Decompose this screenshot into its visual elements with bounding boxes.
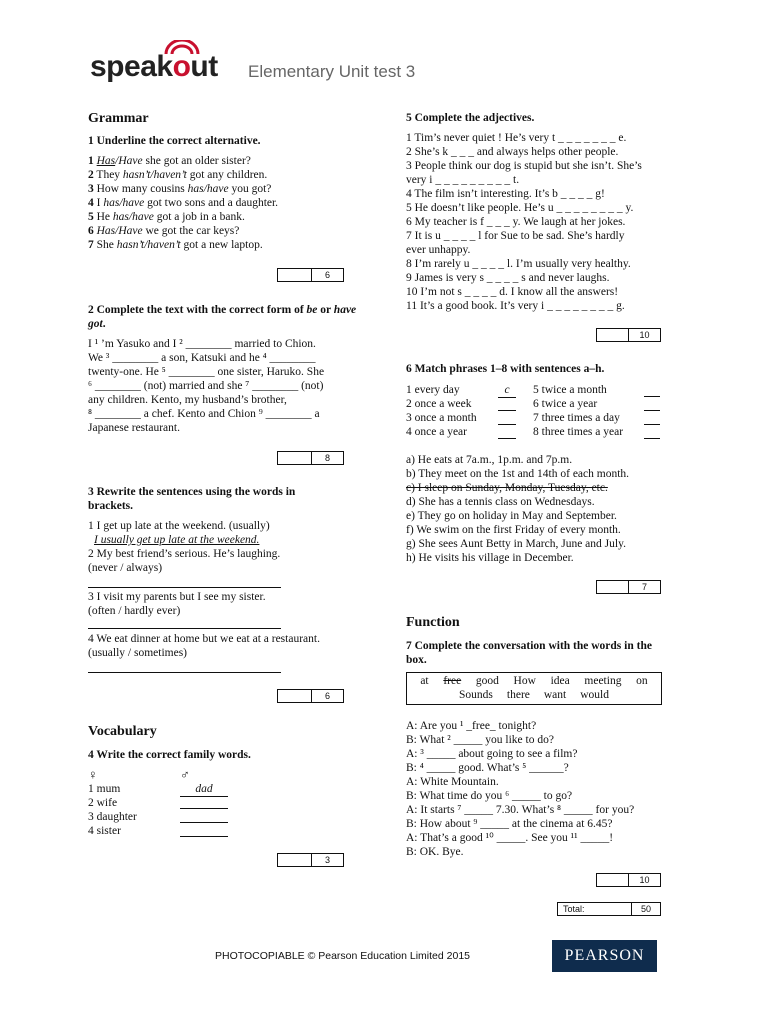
total-score-box[interactable] — [557, 902, 661, 916]
q6-sentence: g) She sees Aunt Betty in March, June and July. — [406, 538, 626, 550]
q5-line: 1 Tim’s never quiet ! He’s very t _ _ _ _ _ _ _ e. — [406, 132, 627, 144]
q3-line: (usually / sometimes) — [88, 647, 188, 659]
q2-score-box[interactable]: 8 — [277, 451, 344, 465]
q1-line: 4 I has/have got two sons and a daughter. — [88, 197, 279, 209]
q2-line: ⁶ ________ (not) married and she ⁷ ________ (not) — [88, 380, 324, 392]
q4-instruction: 4 Write the correct family words. — [88, 749, 251, 761]
dialogue-line: B: What time do you ⁶ _____ to go? — [406, 790, 573, 802]
q6-sentence: f) We swim on the first Friday of every month. — [406, 524, 621, 536]
box-word: on — [636, 675, 648, 687]
q2-line: Japanese restaurant. — [88, 422, 180, 434]
q5-line: 8 I’m rarely u _ _ _ _ l. I’m usually very healthy. — [406, 258, 631, 270]
q4-answer-line[interactable] — [180, 808, 228, 809]
q5-line: 5 He doesn’t like people. He’s u _ _ _ _ _ _ _ _ y. — [406, 202, 634, 214]
q6-sentence: a) He eats at 7a.m., 1p.m. and 7p.m. — [406, 454, 573, 466]
dialogue-line: B: How about ⁹ _____ at the cinema at 6.45? — [406, 818, 613, 830]
q5-line: ever unhappy. — [406, 244, 471, 256]
q6-phrase: 3 once a month — [406, 412, 477, 424]
q5-line: 2 She’s k _ _ _ and always helps other people. — [406, 146, 619, 158]
q5-score-box[interactable]: 10 — [596, 328, 661, 342]
dialogue-line: A: It starts ⁷ _____ 7.30. What’s ⁸ _____ for you? — [406, 804, 635, 816]
q6-answer: c — [498, 383, 516, 398]
q6-sentence: c) I sleep on Sunday, Monday, Tuesday, etc. — [406, 482, 608, 494]
q2-line: We ³ ________ a son, Katsuki and he ⁴ ________ — [88, 352, 316, 364]
q3-line: 4 We eat dinner at home but we eat at a restaurant. — [88, 633, 320, 645]
q6-sentence: e) They go on holiday in May and September. — [406, 510, 617, 522]
dialogue-line: A: That’s a good ¹⁰ _____. See you ¹¹ _____! — [406, 832, 614, 844]
q1-line: 1 Has/Have she got an older sister? — [88, 155, 251, 167]
box-word: Sounds — [459, 689, 493, 701]
word-box-row — [407, 688, 661, 702]
q6-left-phrases — [406, 383, 477, 439]
q2-line: I ¹ ’m Yasuko and I ² ________ married to Chion. — [88, 338, 316, 350]
dialogue-line: B: OK. Bye. — [406, 846, 464, 858]
q6-instruction: 6 Match phrases 1–8 with sentences a–h. — [406, 363, 605, 375]
q3-answer: I usually get up late at the weekend. — [94, 534, 260, 546]
box-word: would — [580, 689, 609, 701]
unit-test-title: Elementary Unit test 3 — [248, 62, 416, 81]
q6-answer-line[interactable] — [644, 396, 660, 397]
q5-line: 4 The film isn’t interesting. It’s b _ _ _ _ g! — [406, 188, 605, 200]
q5-line: 6 My teacher is f _ _ _ y. We laugh at her jokes. — [406, 216, 626, 228]
q2-text — [88, 337, 324, 435]
q3-answer-line[interactable] — [88, 587, 281, 588]
q3-line: 3 I visit my parents but I see my sister. — [88, 591, 266, 603]
q3-list — [88, 590, 266, 618]
dialogue-line: B: ⁴ _____ good. What’s ⁵ ______? — [406, 762, 569, 774]
box-word: want — [543, 689, 567, 701]
q3-score-box[interactable]: 6 — [277, 689, 344, 703]
q4-word: 1 mum — [88, 783, 121, 795]
q5-line: 11 It’s a good book. It’s very i _ _ _ _ _ _ _ _ g. — [406, 300, 625, 312]
q6-phrase: 2 once a week — [406, 398, 472, 410]
q4-score-box[interactable]: 3 — [277, 853, 344, 867]
box-word: meeting — [584, 675, 622, 687]
q1-instruction: 1 Underline the correct alternative. — [88, 135, 261, 147]
q3-instruction: 3 Rewrite the sentences using the words in brackets. — [88, 486, 296, 512]
q5-line: 10 I’m not s _ _ _ _ d. I know all the answers! — [406, 286, 619, 298]
q4-answer-line[interactable] — [180, 822, 228, 823]
male-icon: ♂ — [180, 767, 190, 782]
q6-answer-line[interactable] — [644, 438, 660, 439]
copyright-footer: PHOTOCOPIABLE © Pearson Education Limited 2015 — [215, 950, 471, 962]
dialogue-line: B: What ² _____ you like to do? — [406, 734, 554, 746]
q3-list — [88, 519, 280, 575]
q3-line: (often / hardly ever) — [88, 605, 181, 617]
box-word: at — [420, 675, 429, 687]
q3-answer-line[interactable] — [88, 672, 281, 673]
q1-score-box[interactable]: 6 — [277, 268, 344, 282]
q6-sentences — [406, 453, 629, 565]
q5-line: 3 People think our dog is stupid but she isn’t. She’s — [406, 160, 642, 172]
word-box-row — [407, 673, 661, 688]
q4-word: 3 daughter — [88, 811, 137, 823]
q1-list — [88, 154, 278, 252]
q1-line: 7 She hasn’t/haven’t got a new laptop. — [88, 239, 263, 251]
q4-word: 4 sister — [88, 825, 121, 837]
q6-phrase: 7 three times a day — [533, 412, 620, 424]
broadcast-icon — [162, 40, 202, 56]
total-label: Total: — [558, 903, 632, 915]
q3-line: 2 My best friend’s serious. He’s laughing. — [88, 548, 281, 560]
box-word: free — [443, 675, 462, 687]
q6-sentence: h) He visits his village in December. — [406, 552, 574, 564]
total-value: 50 — [640, 904, 651, 914]
speakout-logo: speakout — [90, 50, 218, 84]
q4-word: 2 wife — [88, 797, 118, 809]
q7-instruction: 7 Complete the conversation with the words in the box. — [406, 640, 652, 666]
q3-line: 1 I get up late at the weekend. (usually) — [88, 520, 270, 532]
q5-line: 9 James is very s _ _ _ _ s and never laughs. — [406, 272, 610, 284]
q2-line: ⁸ ________ a chef. Kento and Chion ⁹ ________ a — [88, 408, 320, 420]
q6-answer-line[interactable] — [644, 424, 660, 425]
q6-answer-line[interactable] — [644, 410, 660, 411]
q6-phrase: 1 every day — [406, 384, 460, 396]
q6-right-phrases — [533, 383, 623, 439]
q6-phrase: 5 twice a month — [533, 384, 607, 396]
q1-line: 6 Has/Have we got the car keys? — [88, 225, 240, 237]
dialogue-line: A: Are you ¹ _free_ tonight? — [406, 720, 537, 732]
dialogue-line: A: White Mountain. — [406, 776, 499, 788]
q1-line: 5 He has/have got a job in a bank. — [88, 211, 245, 223]
q7-dialogue — [406, 719, 634, 859]
grammar-heading: Grammar — [88, 111, 149, 126]
pearson-logo: PEARSON — [552, 940, 657, 972]
q3-line: (never / always) — [88, 562, 163, 574]
q6-answer-line[interactable] — [498, 424, 516, 425]
q6-sentence: b) They meet on the 1st and 14th of each month. — [406, 468, 630, 480]
q3-answer-line[interactable] — [88, 628, 281, 629]
box-word: How — [513, 675, 536, 687]
dialogue-line: A: ³ _____ about going to see a film? — [406, 748, 578, 760]
box-word: good — [475, 675, 499, 687]
q5-list — [406, 131, 642, 313]
q7-score-box[interactable]: 10 — [596, 873, 661, 887]
q2-line: twenty-one. He ⁵ ________ one sister, Haruko. She — [88, 366, 325, 378]
function-heading: Function — [406, 615, 460, 630]
q2-instruction: 2 Complete the text with the correct form of be or have got. — [88, 304, 357, 330]
q4-answer: dad — [180, 782, 228, 797]
q6-score-box[interactable]: 7 — [596, 580, 661, 594]
q1-line: 2 They hasn’t/haven’t got any children. — [88, 169, 268, 181]
q4-left-list — [88, 782, 137, 838]
q6-answer-line[interactable] — [498, 438, 516, 439]
box-word: there — [506, 689, 530, 701]
q6-answer-line[interactable] — [498, 410, 516, 411]
q6-phrase: 6 twice a year — [533, 398, 598, 410]
q6-sentence: d) She has a tennis class on Wednesdays. — [406, 496, 595, 508]
q2-line: any children. Kento, my husband’s brother, — [88, 394, 287, 406]
q6-phrase: 4 once a year — [406, 426, 467, 438]
box-word: idea — [550, 675, 570, 687]
vocabulary-heading: Vocabulary — [88, 724, 157, 739]
q4-answer-line[interactable] — [180, 836, 228, 837]
q5-line: very i _ _ _ _ _ _ _ _ _ t. — [406, 174, 520, 186]
q6-phrase: 8 three times a year — [533, 426, 624, 438]
q7-word-box — [406, 672, 662, 705]
q1-line: 3 How many cousins has/have you got? — [88, 183, 272, 195]
q5-line: 7 It is u _ _ _ _ l for Sue to be sad. She’s hardly — [406, 230, 625, 242]
female-icon: ♀ — [88, 767, 98, 782]
q5-instruction: 5 Complete the adjectives. — [406, 112, 535, 124]
q3-list — [88, 632, 320, 660]
